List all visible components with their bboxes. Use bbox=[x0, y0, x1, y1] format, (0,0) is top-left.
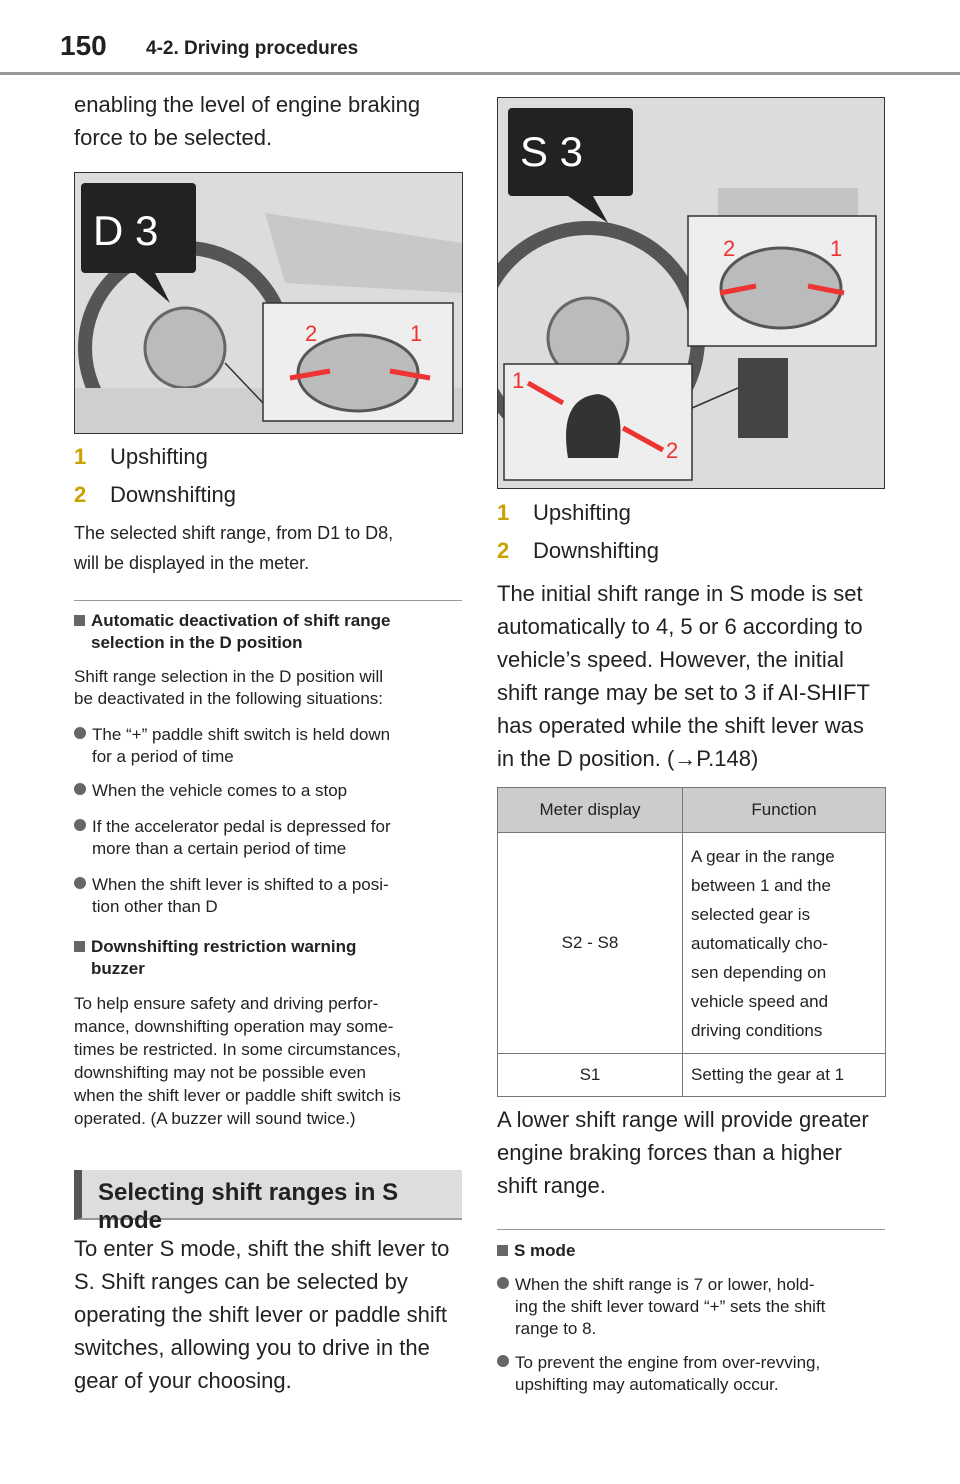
subsection-body: To help ensure safety and driving perfor- mance, downshifting operation may some- times be restricted. In some circumstances, downshifting may not be possible even when the shift lever or paddle shift switch is operated. (A buzzer will sound twice.) bbox=[74, 994, 401, 1128]
list-item: When the vehicle comes to a stop bbox=[74, 780, 464, 802]
figure-legend-list bbox=[497, 496, 659, 572]
paddle-label-2: 2 bbox=[723, 236, 736, 261]
table-cell: A gear in the range between 1 and the selected gear is automatically cho- sen depending on vehicle speed and driving conditions bbox=[683, 833, 886, 1054]
lower-range-paragraph: A lower shift range will provide greater engine braking forces than a higher shift range. bbox=[497, 1107, 869, 1198]
bullet-icon bbox=[74, 819, 86, 831]
meter-display: S 3 bbox=[520, 128, 584, 175]
subsection-title: S mode bbox=[497, 1240, 889, 1262]
bullet-icon bbox=[74, 877, 86, 889]
table-header-cell: Meter display bbox=[498, 788, 683, 833]
table-row bbox=[498, 1054, 886, 1097]
list-item: When the shift range is 7 or lower, hold- ing the shift lever toward “+” sets the shift range to 8. bbox=[497, 1274, 889, 1340]
intro-text: enabling the level of engine braking force to be selected. bbox=[74, 92, 421, 150]
paddle-label-1: 1 bbox=[830, 236, 843, 261]
table-header-row bbox=[498, 788, 886, 833]
s-mode-intro: To enter S mode, shift the shift lever to S. Shift ranges can be selected by operating the shift lever or paddle shift switches, allowing you to drive in the gear of your choosing. bbox=[74, 1236, 450, 1393]
figure-legend-list bbox=[74, 440, 236, 516]
paddle-label-2: 2 bbox=[305, 321, 318, 346]
table-row bbox=[498, 833, 886, 1054]
lever-label-1: 1 bbox=[512, 368, 525, 393]
list-item: 1 Upshifting bbox=[497, 500, 631, 525]
lever-label-2: 2 bbox=[666, 438, 679, 463]
paddle-figure-s-mode bbox=[497, 97, 885, 489]
list-item: 2 Downshifting bbox=[74, 482, 236, 507]
paddle-label-1: 1 bbox=[410, 321, 423, 346]
square-bullet-icon bbox=[74, 941, 85, 952]
bullet-icon bbox=[74, 783, 86, 795]
subsection-title: Automatic deactivation of shift range selection in the D position bbox=[74, 610, 464, 654]
bullet-icon bbox=[497, 1277, 509, 1289]
subsection-body: Shift range selection in the D position will be deactivated in the following situations: bbox=[74, 667, 384, 708]
square-bullet-icon bbox=[74, 615, 85, 626]
table-cell: Setting the gear at 1 bbox=[683, 1054, 886, 1097]
divider bbox=[74, 600, 462, 601]
downshift-restriction-section bbox=[74, 936, 464, 1130]
meter-display: D 3 bbox=[93, 207, 159, 254]
bullet-icon bbox=[497, 1355, 509, 1367]
list-item: When the shift lever is shifted to a posi- tion other than D bbox=[74, 874, 464, 918]
list-item: 1 Upshifting bbox=[74, 444, 208, 469]
list-item: 2 Downshifting bbox=[497, 538, 659, 563]
divider bbox=[497, 1229, 885, 1230]
initial-range-paragraph: The initial shift range in S mode is set automatically to 4, 5 or 6 according to vehicle’s speed. However, the initial shift range may be set to 3 if AI-SHIFT has operated while the shift lever was in the D position. (→P.148) bbox=[497, 581, 870, 771]
page-number: 150 bbox=[60, 30, 107, 61]
section-title: 4-2. Driving procedures bbox=[146, 38, 359, 59]
s-mode-notes-section bbox=[497, 1240, 889, 1396]
paddle-figure-d-mode bbox=[74, 172, 463, 434]
list-item: The “+” paddle shift switch is held down for a period of time bbox=[74, 724, 464, 768]
auto-deactivation-section bbox=[74, 610, 464, 918]
meter-function-table bbox=[497, 787, 886, 1097]
subsection-title: Downshifting restriction warning buzzer bbox=[74, 936, 464, 980]
table-header-cell: Function bbox=[683, 788, 886, 833]
square-bullet-icon bbox=[497, 1245, 508, 1256]
table-cell: S2 - S8 bbox=[498, 833, 683, 1054]
display-note: The selected shift range, from D1 to D8, will be displayed in the meter. bbox=[74, 523, 394, 573]
bullet-icon bbox=[74, 727, 86, 739]
table-cell: S1 bbox=[498, 1054, 683, 1097]
section-heading: Selecting shift ranges in S mode bbox=[74, 1170, 462, 1220]
header-rule bbox=[0, 72, 960, 75]
list-item: If the accelerator pedal is depressed for more than a certain period of time bbox=[74, 816, 464, 860]
list-item: To prevent the engine from over-revving, upshifting may automatically occur. bbox=[497, 1352, 889, 1396]
